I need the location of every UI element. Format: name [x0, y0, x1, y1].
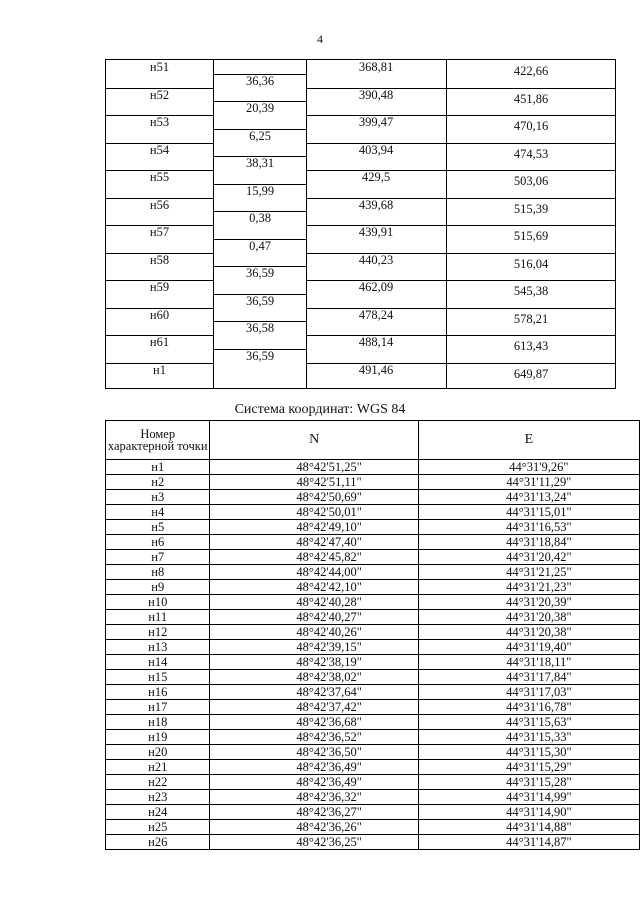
longitude-value: 44°31'17,03": [418, 685, 639, 700]
y-coordinate: 515,39: [513, 201, 549, 216]
header-latitude: N: [210, 421, 418, 460]
table-row: [106, 520, 640, 535]
latitude-value: 48°42'50,01": [210, 505, 418, 520]
point-number: н5: [106, 520, 210, 535]
point-number: н9: [106, 580, 210, 595]
latitude-value: 48°42'37,42": [210, 700, 418, 715]
header-point-number: Номер характерной точки: [106, 421, 210, 460]
segment-length: 20,39: [245, 101, 275, 116]
table-row: [106, 685, 640, 700]
point-label: н61: [149, 335, 170, 349]
segment-length: 36,59: [245, 293, 275, 308]
latitude-value: 48°42'36,68": [210, 715, 418, 730]
longitude-value: 44°31'14,88": [418, 820, 639, 835]
point-number: н19: [106, 730, 210, 745]
segment-length: 36,36: [245, 73, 275, 88]
longitude-value: 44°31'15,30": [418, 745, 639, 760]
latitude-value: 48°42'39,15": [210, 640, 418, 655]
table-row: [106, 490, 640, 505]
y-coordinate: 545,38: [513, 284, 549, 298]
x-coordinate: 462,09: [358, 280, 394, 294]
row-divider: [446, 198, 616, 199]
point-number: н10: [106, 595, 210, 610]
table-header-row: [106, 421, 640, 460]
point-number: н14: [106, 655, 210, 670]
point-number: н6: [106, 535, 210, 550]
x-coordinate: 439,68: [358, 197, 394, 212]
header-longitude: E: [418, 421, 639, 460]
point-label: н54: [149, 142, 170, 157]
boundary-points-table: [105, 59, 616, 389]
latitude-value: 48°42'45,82": [210, 550, 418, 565]
point-number: н22: [106, 775, 210, 790]
longitude-value: 44°31'16,53": [418, 520, 639, 535]
latitude-value: 48°42'50,69": [210, 490, 418, 505]
x-coordinate: 403,94: [358, 142, 394, 157]
x-coordinate: 368,81: [358, 60, 394, 74]
point-number: н26: [106, 835, 210, 850]
table-row: [106, 820, 640, 835]
longitude-value: 44°31'9,26": [418, 460, 639, 475]
table-row: [106, 610, 640, 625]
point-number: н11: [106, 610, 210, 625]
point-number: н25: [106, 820, 210, 835]
longitude-value: 44°31'15,33": [418, 730, 639, 745]
point-number: н13: [106, 640, 210, 655]
latitude-value: 48°42'40,26": [210, 625, 418, 640]
y-coordinate: 503,06: [513, 174, 549, 188]
page-number: 4: [317, 32, 323, 46]
y-coordinate: 649,87: [513, 366, 549, 381]
longitude-value: 44°31'15,28": [418, 775, 639, 790]
longitude-value: 44°31'18,84": [418, 535, 639, 550]
segment-length: 6,25: [249, 128, 271, 143]
wgs84-coordinates-table: [105, 420, 640, 850]
table-row: [106, 790, 640, 805]
y-coordinate: 613,43: [513, 339, 549, 353]
point-label: н56: [149, 197, 170, 212]
x-coordinate: 491,46: [358, 362, 394, 377]
point-number: н24: [106, 805, 210, 820]
table-row: [106, 475, 640, 490]
table-row: [106, 550, 640, 565]
table-row: [106, 535, 640, 550]
x-coordinate: 390,48: [358, 87, 394, 102]
longitude-value: 44°31'19,40": [418, 640, 639, 655]
row-divider: [446, 335, 616, 336]
point-number: н23: [106, 790, 210, 805]
y-coordinate: 515,69: [513, 229, 549, 243]
latitude-value: 48°42'36,32": [210, 790, 418, 805]
table-row: [106, 775, 640, 790]
latitude-value: 48°42'38,19": [210, 655, 418, 670]
latitude-value: 48°42'36,26": [210, 820, 418, 835]
row-divider: [446, 308, 616, 309]
longitude-value: 44°31'21,25": [418, 565, 639, 580]
point-number: н16: [106, 685, 210, 700]
latitude-value: 48°42'42,10": [210, 580, 418, 595]
longitude-value: 44°31'14,87": [418, 835, 639, 850]
row-divider: [446, 253, 616, 254]
point-number: н3: [106, 490, 210, 505]
longitude-value: 44°31'14,90": [418, 805, 639, 820]
row-divider: [446, 143, 616, 144]
latitude-value: 48°42'47,40": [210, 535, 418, 550]
longitude-value: 44°31'17,84": [418, 670, 639, 685]
row-divider: [446, 280, 616, 281]
point-number: н21: [106, 760, 210, 775]
table-row: [106, 565, 640, 580]
x-coordinate: 440,23: [358, 252, 394, 267]
longitude-value: 44°31'15,63": [418, 715, 639, 730]
x-coordinate: 478,24: [358, 307, 394, 322]
latitude-value: 48°42'40,27": [210, 610, 418, 625]
y-coordinate: 578,21: [513, 311, 549, 326]
point-number: н2: [106, 475, 210, 490]
point-label: н58: [149, 252, 170, 267]
y-coordinate: 474,53: [513, 146, 549, 161]
latitude-value: 48°42'36,49": [210, 775, 418, 790]
point-label: н60: [149, 307, 170, 322]
table-row: [106, 835, 640, 850]
column-divider: [446, 60, 447, 388]
longitude-value: 44°31'20,42": [418, 550, 639, 565]
point-number: н20: [106, 745, 210, 760]
latitude-value: 48°42'51,11": [210, 475, 418, 490]
latitude-value: 48°42'51,25": [210, 460, 418, 475]
row-divider: [446, 115, 616, 116]
point-label: н59: [149, 280, 170, 294]
latitude-value: 48°42'37,64": [210, 685, 418, 700]
point-label: н1: [153, 362, 166, 377]
table-row: [106, 625, 640, 640]
segment-length: 0,47: [249, 238, 271, 253]
point-label: н53: [149, 115, 170, 129]
latitude-value: 48°42'40,28": [210, 595, 418, 610]
row-divider: [446, 225, 616, 226]
longitude-value: 44°31'15,29": [418, 760, 639, 775]
longitude-value: 44°31'18,11": [418, 655, 639, 670]
table-row: [106, 580, 640, 595]
latitude-value: 48°42'38,02": [210, 670, 418, 685]
y-coordinate: 470,16: [513, 119, 549, 133]
point-number: н15: [106, 670, 210, 685]
y-coordinate: 422,66: [513, 64, 549, 78]
latitude-value: 48°42'49,10": [210, 520, 418, 535]
table-row: [106, 655, 640, 670]
point-label: н55: [149, 170, 170, 184]
row-divider: [446, 88, 616, 89]
segment-length: 38,31: [245, 156, 275, 171]
point-label: н57: [149, 225, 170, 239]
longitude-value: 44°31'13,24": [418, 490, 639, 505]
point-number: н7: [106, 550, 210, 565]
longitude-value: 44°31'20,38": [418, 625, 639, 640]
y-coordinate: 516,04: [513, 256, 549, 271]
table-row: [106, 640, 640, 655]
point-label: н51: [149, 60, 170, 74]
segment-length: 15,99: [245, 183, 275, 198]
row-divider: [446, 170, 616, 171]
point-number: н17: [106, 700, 210, 715]
x-coordinate: 488,14: [358, 335, 394, 349]
latitude-value: 48°42'36,49": [210, 760, 418, 775]
table-row: [106, 715, 640, 730]
table-row: [106, 670, 640, 685]
longitude-value: 44°31'20,38": [418, 610, 639, 625]
row-divider: [446, 363, 616, 364]
segment-length: 36,59: [245, 266, 275, 281]
segment-length: 36,58: [245, 321, 275, 336]
longitude-value: 44°31'14,99": [418, 790, 639, 805]
latitude-value: 48°42'36,25": [210, 835, 418, 850]
point-number: н1: [106, 460, 210, 475]
segment-length: 36,59: [245, 348, 275, 363]
longitude-value: 44°31'21,23": [418, 580, 639, 595]
table-row: [106, 805, 640, 820]
point-number: н8: [106, 565, 210, 580]
table-row: [106, 595, 640, 610]
x-coordinate: 429,5: [361, 170, 391, 184]
y-coordinate: 451,86: [513, 91, 549, 106]
table-row: [106, 700, 640, 715]
x-coordinate: 399,47: [358, 115, 394, 129]
x-coordinate: 439,91: [358, 225, 394, 239]
latitude-value: 48°42'36,52": [210, 730, 418, 745]
longitude-value: 44°31'11,29": [418, 475, 639, 490]
coordinate-system-caption: Система координат: WGS 84: [234, 402, 406, 417]
latitude-value: 48°42'44,00": [210, 565, 418, 580]
table-row: [106, 745, 640, 760]
longitude-value: 44°31'16,78": [418, 700, 639, 715]
longitude-value: 44°31'15,01": [418, 505, 639, 520]
latitude-value: 48°42'36,50": [210, 745, 418, 760]
point-number: н12: [106, 625, 210, 640]
table-row: [106, 460, 640, 475]
point-label: н52: [149, 87, 170, 102]
point-number: н4: [106, 505, 210, 520]
table-row: [106, 760, 640, 775]
table-row: [106, 730, 640, 745]
longitude-value: 44°31'20,39": [418, 595, 639, 610]
point-number: н18: [106, 715, 210, 730]
table-row: [106, 505, 640, 520]
segment-length: 0,38: [249, 211, 271, 226]
latitude-value: 48°42'36,27": [210, 805, 418, 820]
